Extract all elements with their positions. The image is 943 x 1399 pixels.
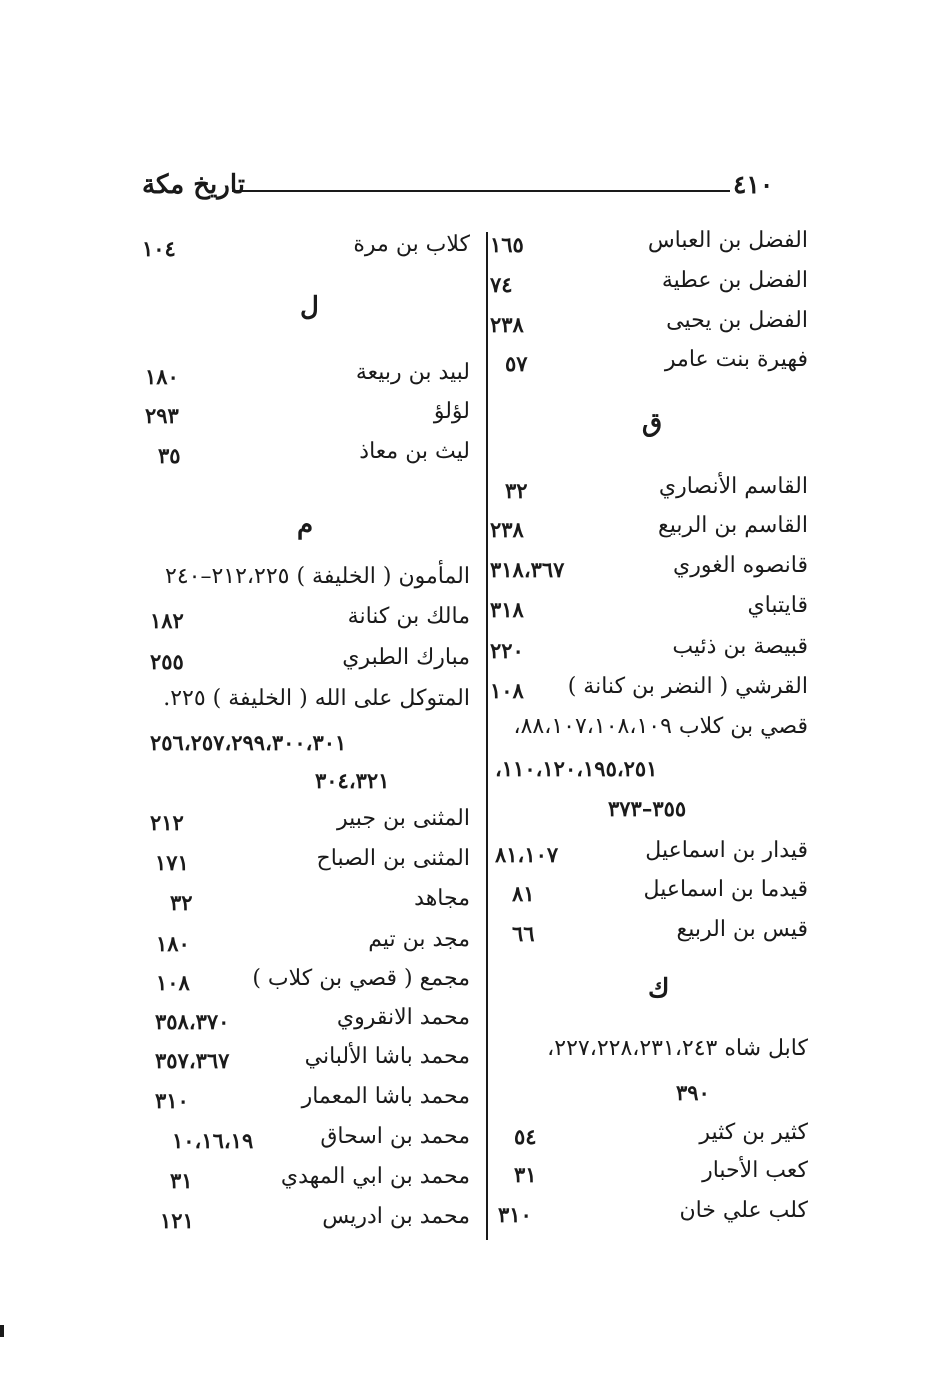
index-entry-name: كثير بن كثير [699,1120,808,1145]
index-entry-name: قايتباي [747,593,808,618]
index-entry-name: قصي بن كلاب ٨٨،١٠٧،١٠٨،١٠٩، [513,714,808,739]
index-entry-pages: ٧٤ [490,272,513,297]
index-entry-pages: ١٢١ [160,1208,194,1233]
index-entry-name: قيس بن الربيع [676,917,808,942]
index-entry-pages: ١٠،١٦،١٩ [172,1128,254,1153]
index-entry-name: محمد الانقروي [336,1005,470,1030]
index-entry-name: المتوكل على الله ( الخليفة ) ٢٢٥. [163,686,470,711]
index-entry-name: قبيصة بن ذئيب [672,634,808,659]
index-entry-pages: ٣٥ [158,443,181,468]
index-entry-name: محمد باشا الألباني [304,1044,470,1069]
index-entry-name: لؤلؤ [433,399,470,424]
index-entry-pages: ٦٦ [512,921,535,946]
index-entry-pages: ١٧١ [155,850,189,875]
index-entry-name: القاسم الأنصاري [658,474,808,499]
index-entry-pages: ٣١٨،٣٦٧ [490,557,565,582]
index-entry-name: المأمون ( الخليفة ) ٢١٢،٢٢٥–٢٤٠ [165,564,470,589]
index-entry-continuation: ٢٥٦،٢٥٧،٢٩٩،٣٠٠،٣٠١ [150,730,347,755]
index-entry-pages: ٣١ [170,1168,193,1193]
index-entry-pages: ٣١٠ [155,1088,189,1113]
index-entry-name: كعب الأحبار [702,1158,808,1183]
index-entry-name: محمد بن اسحاق [320,1124,470,1149]
page-number: ٤١٠ [733,170,774,199]
index-entry-pages: ٢١٢ [150,810,184,835]
index-entry-pages: ١٨٠ [156,931,190,956]
index-entry-name: قانصوه الغوري [673,553,808,578]
index-entry-name: مبارك الطبري [342,645,470,670]
index-entry-pages: ١٠٨ [490,678,524,703]
section-letter-qaf: ق [642,408,663,438]
scan-edge-mark [0,1325,4,1337]
index-entry-name: ليث بن معاذ [359,439,470,464]
index-entry-pages: ٣١ [514,1162,537,1187]
book-title: تاريخ مكة [142,170,246,200]
index-entry-pages: ٨١ [512,881,535,906]
index-entry-pages: ٣٥٧،٣٦٧ [155,1048,230,1073]
index-entry-name: كلاب بن مرة [353,232,470,257]
index-entry-pages: ٥٧ [505,351,528,376]
index-entry-pages: ٣٢ [505,478,528,503]
index-entry-pages: ١٠٨ [156,970,190,995]
index-entry-name: كابل شاه ٢٢٧،٢٢٨،٢٣١،٢٤٣، [547,1036,808,1061]
index-entry-name: مجاهد [414,886,470,911]
index-entry-name: كلب علي خان [679,1198,808,1223]
index-entry-pages: ٨١،١٠٧ [495,842,559,867]
section-letter-kaf: ك [648,974,670,1004]
index-entry-pages: ٣٢ [170,890,193,915]
section-letter-mim: م [297,510,314,540]
index-entry-name: قيدار بن اسماعيل [645,838,808,863]
column-divider [486,232,488,1240]
index-entry-pages: ٣١٠ [498,1202,532,1227]
index-entry-continuation: ٣٠٤،٣٢١ [315,768,390,793]
index-entry-pages: ١٨٠ [145,364,179,389]
index-entry-name: محمد بن ادريس [322,1204,470,1229]
index-entry-name: الفضل بن عطية [661,268,808,293]
index-entry-name: القرشي ( النضر بن كنانة ) [567,674,808,699]
index-entry-pages: ٢٩٣ [145,403,179,428]
index-entry-name: محمد بن ابي المهدي [280,1164,470,1189]
index-entry-pages: ١٠٤ [142,236,176,261]
index-entry-pages: ١٦٥ [490,232,524,257]
index-entry-pages: ٣٥٨،٣٧٠ [155,1009,230,1034]
index-entry-continuation: ٣٩٠ [676,1080,710,1105]
index-entry-pages: ٢٥٥ [150,649,184,674]
index-entry-name: مالك بن كنانة [347,604,470,629]
index-entry-name: قيدما بن اسماعيل [643,877,808,902]
index-entry-name: المثنى بن الصباح [316,846,470,871]
index-entry-name: المثنى بن جبير [336,806,470,831]
index-entry-name: الفضل بن العباس [647,228,808,253]
index-entry-name: مجمع ( قصي بن كلاب ) [252,966,470,991]
index-entry-name: مجد بن تيم [368,927,470,952]
index-entry-pages: ٢٣٨ [490,312,524,337]
index-entry-continuation: ٣٥٥–٣٧٣ [608,796,687,821]
index-entry-pages: ٢٣٨ [490,517,524,542]
index-entry-pages: ٢٢٠ [490,638,524,663]
index-entry-name: لبيد بن ربيعة [355,360,470,385]
section-letter-lam: ل [300,292,319,322]
index-entry-continuation: ١١٠،١٢٠،١٩٥،٢٥١، [495,756,658,781]
header-rule [232,190,730,192]
index-entry-pages: ٣١٨ [490,597,524,622]
index-entry-name: محمد باشا المعمار [301,1084,470,1109]
index-entry-name: فهيرة بنت عامر [664,347,808,372]
index-entry-pages: ١٨٢ [150,608,184,633]
index-entry-name: القاسم بن الربيع [657,513,808,538]
index-entry-pages: ٥٤ [514,1124,537,1149]
index-entry-name: الفضل بن يحيى [666,308,808,333]
